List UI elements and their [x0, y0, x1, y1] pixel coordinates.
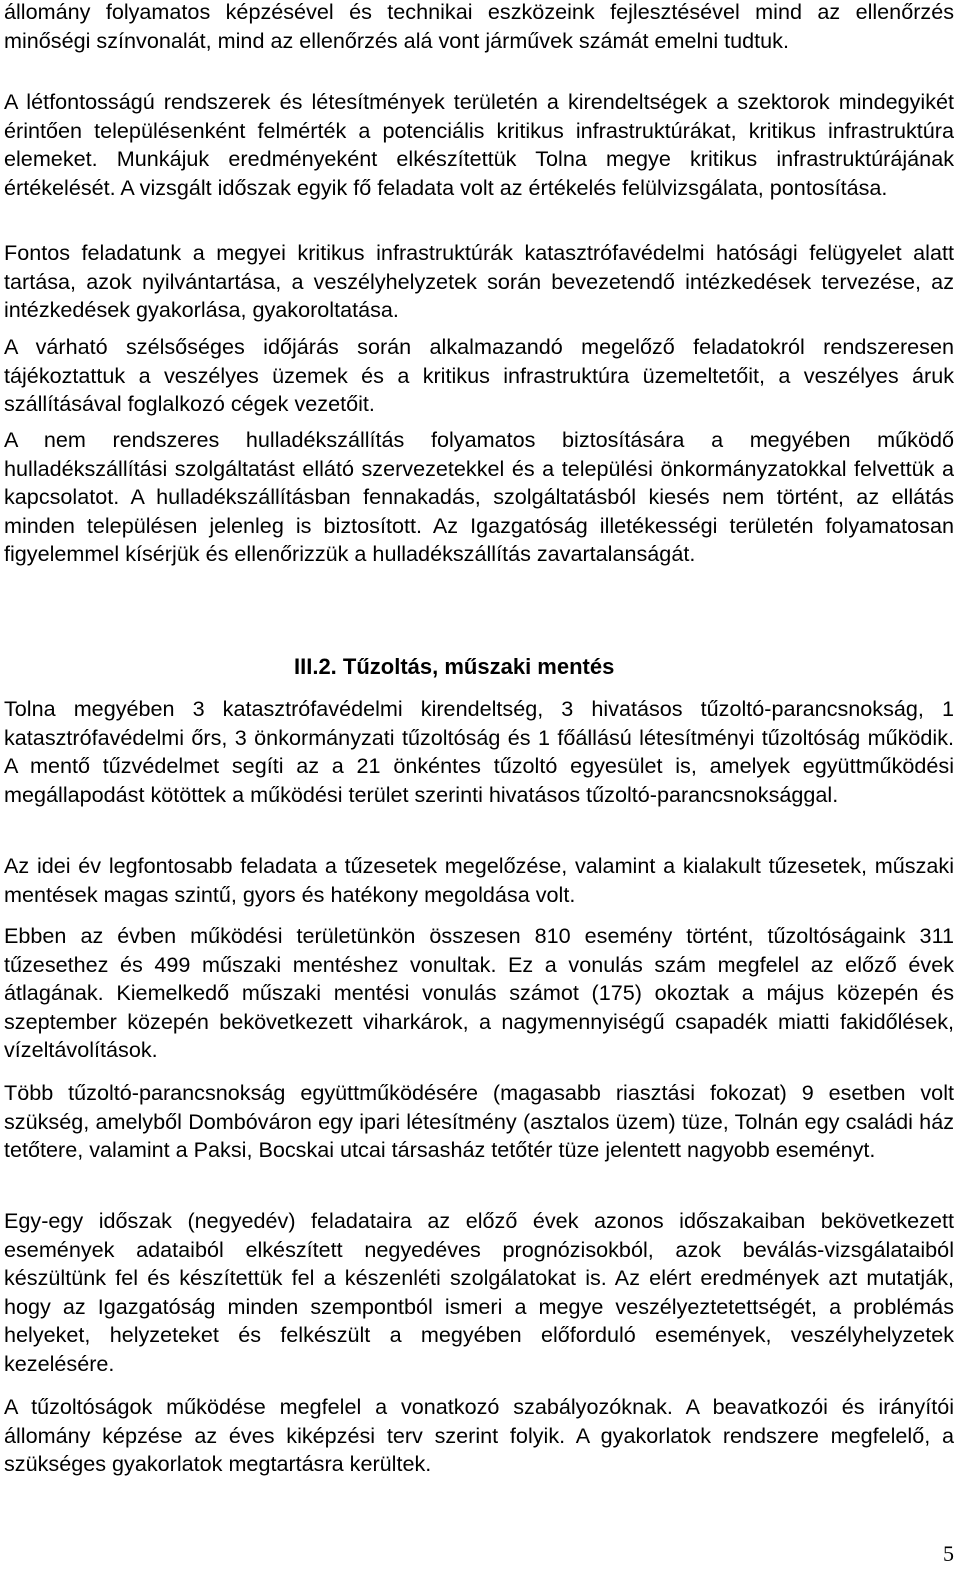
paragraph-quarterly-prognosis: Egy-egy időszak (negyedév) feladataira az előző évek azonos időszakaiban bekövetkezett események adataiból elkészített negyedéves prognózisokból, azok beválás-vizsgálataiból készültünk fel és készítettük fel a készenléti szolgálatokat is. Az elért eredmények azt mutatják, hogy az Igazgatóság minden szempontból ismeri a megye veszélyeztetettségét, a problémás helyeket, helyzeteket és felkészült a megyében előforduló események, veszélyhelyzetek kezelésére.	[4, 1208, 954, 1376]
paragraph-extreme-weather-notice: A várható szélsőséges időjárás során alkalmazandó megelőző feladatokról rendszeresen tájékoztattuk a veszélyes üzemek és a kritikus infrastruktúra üzemeltetőit, a veszélyes áruk szállításával foglalkozó cégek vezetőit.	[4, 334, 954, 417]
paragraph-fire-service-units: Tolna megyében 3 katasztrófavédelmi kirendeltség, 3 hivatásos tűzoltó-parancsnokság, 1 katasztrófavédelmi őrs, 3 önkormányzati tűzoltóság és 1 főállású létesítményi tűzoltóság működik. A mentő tűzvédelmet segíti az a 21 önkéntes tűzoltó egyesület is, amelyek együttműködési megállapodást kötöttek a működési terület szerinti hivatásos tűzoltó-parancsnoksággal.	[4, 696, 954, 807]
section-number: III.2.	[294, 654, 337, 679]
paragraph-critical-infrastructure-supervision: Fontos feladatunk a megyei kritikus infrastruktúrák katasztrófavédelmi hatósági felügyelet alatt tartása, azok nyilvántartása, a veszélyhelyzetek során bevezetendő intézkedések tervezése, az intézkedések gyakorlása, gyakoroltatása.	[4, 240, 954, 323]
section-heading	[294, 653, 954, 681]
paragraph-event-statistics: Ebben az évben működési területünkön összesen 810 esemény történt, tűzoltóságaink 311 tűzesethez és 499 műszaki mentéshez vonultak. Ez a vonulás szám megfelel az előző évek átlagának. Kiemelkedő műszaki mentési vonulás számot (175) okoztak a május közepén és szeptember közepén bekövetkezett viharkárok, a nagymennyiségű csapadék miatti fakidőlések, vízeltávolítások.	[4, 923, 954, 1063]
paragraph-staff-training: állomány folyamatos képzésével és technikai eszközeink fejlesztésével mind az ellenőrzés minőségi színvonalát, mind az ellenőrzés alá vont járművek számát emelni tudtuk.	[4, 0, 954, 53]
paragraph-fire-department-operation: A tűzoltóságok működése megfelel a vonatkozó szabályozóknak. A beavatkozói és irányítói állomány képzése az éves kiképzési terv szerint folyik. A gyakorlatok rendszere megfelelő, a szükséges gyakorlatok megtartásra kerültek.	[4, 1394, 954, 1477]
paragraph-main-task: Az idei év legfontosabb feladata a tűzesetek megelőzése, valamint a kialakult tűzesetek, műszaki mentések magas szintű, gyors és hatékony megoldása volt.	[4, 853, 954, 907]
paragraph-joint-operations: Több tűzoltó-parancsnokság együttműködésére (magasabb riasztási fokozat) 9 esetben volt szükség, amelyből Dombóváron egy ipari létesítmény (asztalos üzem) tüze, Tolnán egy családi ház tetőtere, valamint a Paksi, Bocskai utcai társasház tetőtér tüze jelentett nagyobb eseményt.	[4, 1080, 954, 1163]
paragraph-critical-infrastructure-survey: A létfontosságú rendszerek és létesítmények területén a kirendeltségek a szektorok mindegyikét érintően településenként felmérték a potenciális kritikus infrastruktúrákat, kritikus infrastruktúra elemeket. Munkájuk eredményeként elkészítettük Tolna megye kritikus infrastruktúrájának értékelését. A vizsgált időszak egyik fő feladata volt az értékelés felülvizsgálata, pontosítása.	[4, 89, 954, 200]
section-title: Tűzoltás, műszaki mentés	[342, 654, 615, 679]
page-number: 5	[943, 1541, 954, 1566]
paragraph-waste-transport: A nem rendszeres hulladékszállítás folyamatos biztosítására a megyében működő hulladékszállítási szolgáltatást ellátó szervezetekkel és a települési önkormányzatokkal felvettük a kapcsolatot. A hulladékszállításban fennakadás, szolgáltatásból kiesés nem történt, az ellátás minden településen jelenleg is biztosított. Az Igazgatóság illetékességi területén folyamatosan figyelemmel kísérjük és ellenőrizzük a hulladékszállítás zavartalanságát.	[4, 427, 954, 567]
